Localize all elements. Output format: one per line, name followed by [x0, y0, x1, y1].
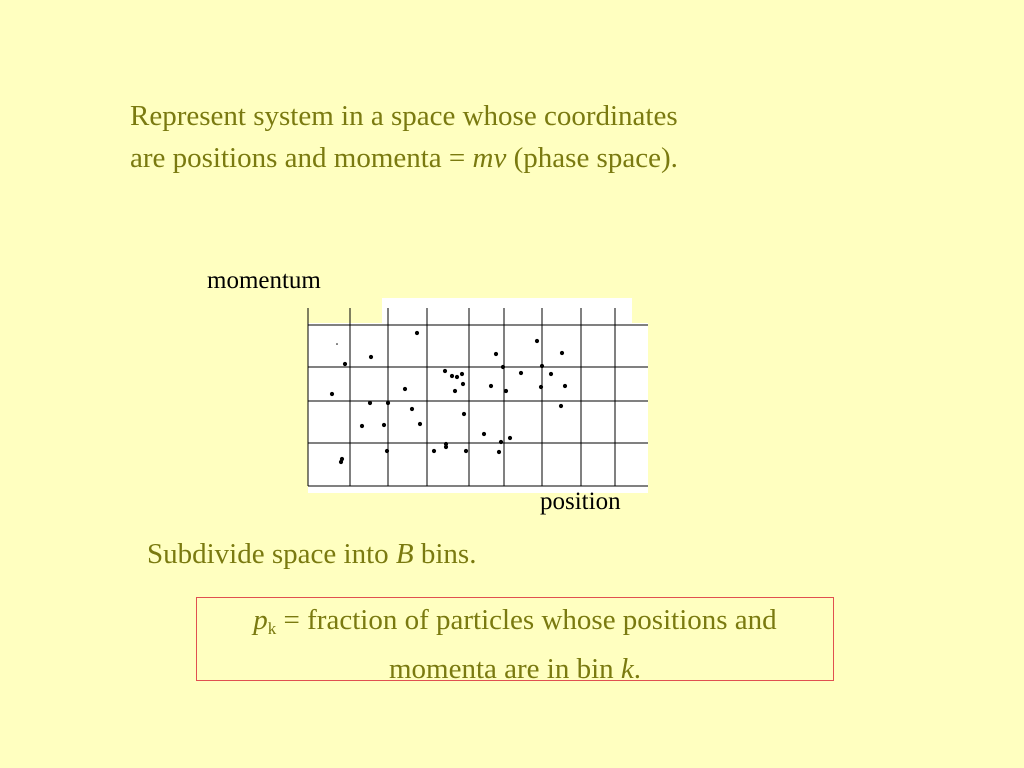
particle-point [360, 424, 364, 428]
particle-point [559, 404, 563, 408]
particle-point [539, 385, 543, 389]
particle-point [494, 352, 498, 356]
particle-point [563, 384, 567, 388]
particle-point [540, 364, 544, 368]
definition-line-2 [197, 649, 833, 689]
particle-point [497, 450, 501, 454]
particle-point [369, 355, 373, 359]
particle-point [464, 449, 468, 453]
definition-line-2-post: . [633, 653, 642, 685]
particle-point [519, 371, 523, 375]
particle-point [549, 372, 553, 376]
particle-point [336, 343, 338, 345]
intro-line-1: Represent system in a space whose coordinates [130, 100, 678, 132]
intro-line-2 [130, 137, 830, 179]
particle-point [499, 440, 503, 444]
particle-point [482, 432, 486, 436]
bins-pre: Subdivide space into [147, 538, 396, 570]
intro-text [130, 95, 830, 179]
particle-point [450, 374, 454, 378]
definition-box [196, 597, 834, 685]
particle-point [339, 460, 343, 464]
particle-point [560, 351, 564, 355]
definition-subscript-k: k [267, 619, 277, 638]
y-axis-label: momentum [207, 267, 321, 294]
particle-point [418, 422, 422, 426]
particle-point [444, 445, 448, 449]
particle-point [385, 449, 389, 453]
particle-point [410, 407, 414, 411]
bins-text [147, 538, 476, 571]
particle-point [460, 372, 464, 376]
intro-var-mv: mv [472, 142, 507, 174]
particle-point [453, 389, 457, 393]
particle-point [368, 401, 372, 405]
definition-line-2-pre: momenta are in bin [388, 653, 621, 685]
definition-var-k: k [620, 653, 634, 685]
particle-point [462, 412, 466, 416]
x-axis-label: position [540, 488, 621, 515]
definition-symbol-p: p [253, 604, 268, 636]
bins-post: bins. [413, 538, 477, 570]
particle-point [386, 401, 390, 405]
particle-point [330, 392, 334, 396]
particle-point [343, 362, 347, 366]
particle-point [443, 369, 447, 373]
particle-point [489, 384, 493, 388]
particle-point [415, 331, 419, 335]
particle-point [461, 382, 465, 386]
bins-var-b: B [395, 538, 414, 570]
particle-point [501, 365, 505, 369]
intro-line-2-pre: are positions and momenta = [130, 142, 473, 174]
particle-point [455, 375, 459, 379]
particle-point [504, 389, 508, 393]
particle-point [508, 436, 512, 440]
intro-line-2-post: (phase space). [506, 142, 678, 174]
particle-point [403, 387, 407, 391]
particle-point [382, 423, 386, 427]
particle-point [535, 339, 539, 343]
definition-line-1 [197, 600, 833, 649]
definition-line-1-rest: = fraction of particles whose positions and [276, 604, 777, 636]
particle-point [432, 449, 436, 453]
figure-panel-main [308, 323, 648, 493]
phase-space-grid [300, 295, 650, 495]
